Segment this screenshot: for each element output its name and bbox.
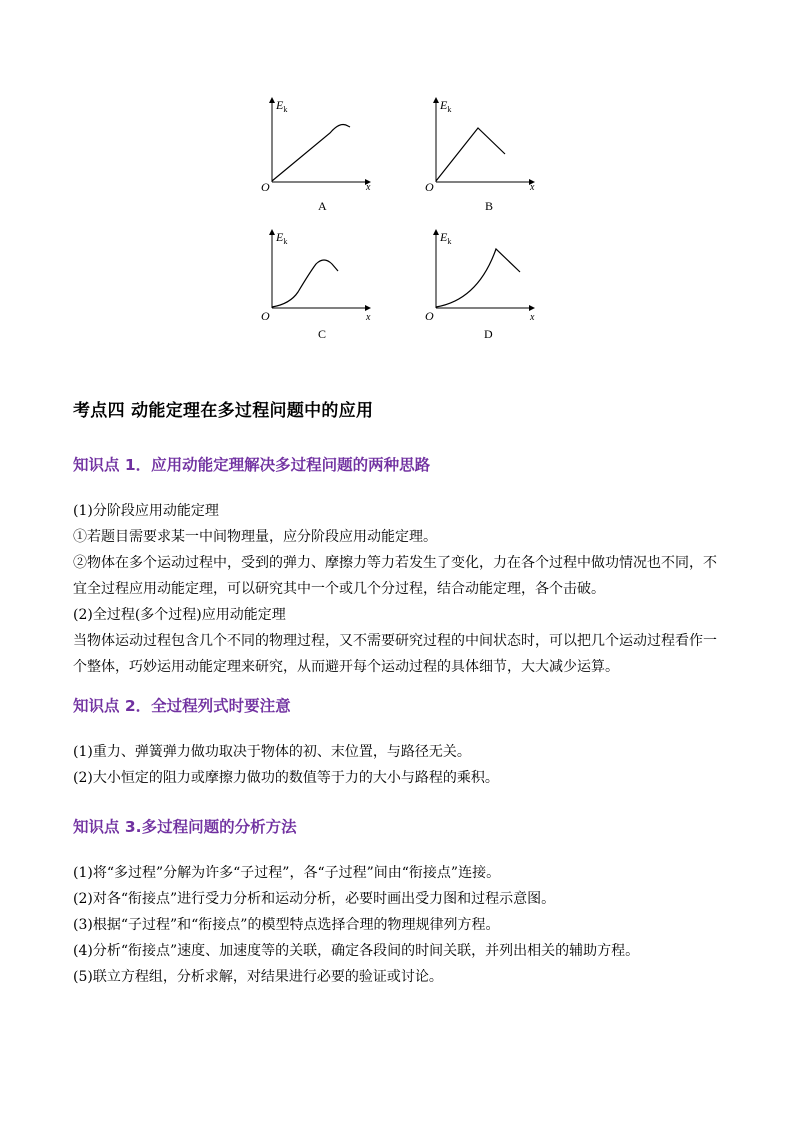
origin-label: O	[425, 309, 434, 323]
kp2-line: (1)重力、弹簧弹力做功取决于物体的初、末位置，与路径无关。	[73, 744, 471, 760]
section-title: 考点四 动能定理在多过程问题中的应用	[73, 401, 374, 421]
kp1-line: 宜全过程应用动能定理，可以研究其中一个或几个分过程，结合动能定理，各个击破。	[73, 581, 605, 597]
kp3-line: (1)将“多过程”分解为许多“子过程”，各“子过程”间由“衔接点”连接。	[73, 865, 501, 881]
graph-caption: D	[484, 327, 493, 341]
y-axis-label: $E_k$	[276, 98, 288, 114]
curve-a	[272, 125, 350, 181]
x-axis-label: x	[530, 182, 535, 193]
y-axis-label: $E_k$	[276, 230, 288, 246]
graph-c	[258, 228, 383, 348]
kp1-line: 当物体运动过程包含几个不同的物理过程，又不需要研究过程的中间状态时，可以把几个运动过程看作一	[73, 633, 717, 649]
kp1-line: (1)分阶段应用动能定理	[73, 503, 219, 519]
graph-d-plot	[422, 228, 547, 348]
graph-a-plot	[258, 96, 383, 216]
x-axis-label: x	[366, 182, 371, 193]
kp1-line: ①若题目需要求某一中间物理量，应分阶段应用动能定理。	[73, 529, 437, 545]
graph-c-plot	[258, 228, 383, 348]
curve-b	[436, 128, 505, 181]
origin-label: O	[261, 180, 270, 194]
kp1-body	[73, 498, 733, 680]
kp2-body	[73, 739, 733, 791]
graph-caption: B	[485, 199, 494, 213]
kp1-title: 知识点 1．应用动能定理解决多过程问题的两种思路	[73, 456, 431, 474]
graph-a	[258, 96, 383, 216]
kp3-body	[73, 860, 733, 990]
curve-d	[436, 249, 520, 307]
y-axis-label: $E_k$	[440, 230, 452, 246]
kp3-line: (2)对各“衔接点”进行受力分析和运动分析，必要时画出受力图和过程示意图。	[73, 891, 556, 907]
graph-caption: C	[318, 327, 327, 341]
y-axis-label: $E_k$	[440, 98, 452, 114]
kp1-line: 个整体，巧妙运用动能定理来研究，从而避开每个运动过程的具体细节，大大减少运算。	[73, 659, 619, 675]
kp2-title: 知识点 2．全过程列式时要注意	[73, 697, 291, 715]
kp1-line: ②物体在多个运动过程中，受到的弹力、摩擦力等力若发生了变化，力在各个过程中做功情况也不同，不	[73, 555, 717, 571]
kp3-line: (5)联立方程组，分析求解，对结果进行必要的验证或讨论。	[73, 969, 443, 985]
kp1-line: (2)全过程(多个过程)应用动能定理	[73, 607, 286, 623]
origin-label: O	[425, 180, 434, 194]
x-axis-label: x	[366, 312, 371, 323]
kp3-title: 知识点 3.多过程问题的分析方法	[73, 818, 297, 836]
kp2-line: (2)大小恒定的阻力或摩擦力做功的数值等于力的大小与路程的乘积。	[73, 770, 499, 786]
graph-b-plot	[422, 96, 547, 216]
graph-b	[422, 96, 547, 216]
x-axis-label: x	[530, 312, 535, 323]
curve-c	[272, 260, 338, 307]
graph-caption: A	[318, 199, 327, 213]
kp3-line: (3)根据“子过程”和“衔接点”的模型特点选择合理的物理规律列方程。	[73, 917, 500, 933]
kp3-line: (4)分析“衔接点”速度、加速度等的关联，确定各段间的时间关联，并列出相关的辅助方程。	[73, 943, 640, 959]
graph-d	[422, 228, 547, 348]
origin-label: O	[261, 309, 270, 323]
